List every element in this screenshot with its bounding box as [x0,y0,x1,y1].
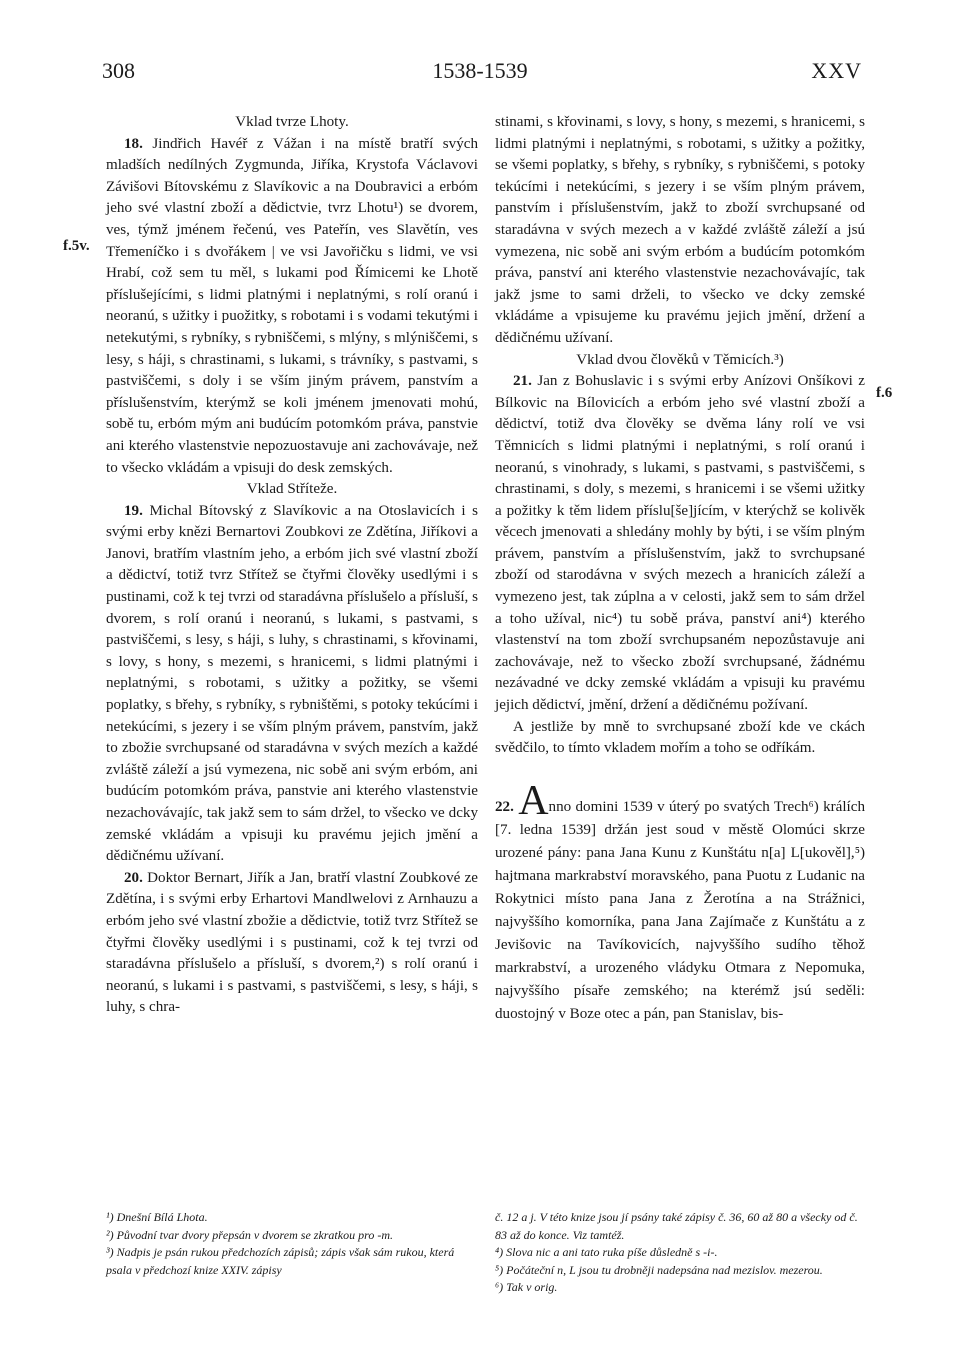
footnotes-left [106,1209,476,1279]
entry-19 [106,501,478,868]
footnote: ⁵) Počáteční n, L jsou tu drobněji nadepsána nad mezislov. mezerou. [495,1262,823,1277]
entry-22 [495,777,865,1026]
footnote: č. 12 a j. V této knize jsou jí psány také zápisy č. 36, 60 až 80 a všecky od č. 83 až do konce. Viz tamtéž. [495,1210,858,1242]
footnote: ⁶) Tak v orig. [495,1280,558,1294]
entry-number: 21. [513,373,532,390]
footnote: ²) Původní tvar dvory přepsán v dvorem se zkratkou pro -m. [106,1227,393,1242]
footnotes-right [495,1209,867,1297]
entry-text: Michal Bítovský z Slavíkovic a na Otoslavicích i s svými erby knězi Bernartovi Zoubkovi ze Zdětína, Jiříkovi a Janovi, bratřím vlastním jeho, a erbóm jich své vlastní zboží a dědictví, totiž tvrz Střítež se čtyřmi člověky usedlými i s pustinami, což k tej tvrzi od staradávna příslušelo a přísluší, s dvorem, s rolí oranú i neoranú, s lukami, s pastvami, s pastviščemi, s lesy, s háji, s luhy, s chrastinami, s křovinami, s lovy, s hony, s mezemi, s hranicemi, s lidmi platnými i neplatnými, s robotami, s užitky a požitky, se všemi poplatky, s břehy, s rybníky, s rybništěmi, s potoky tekúcími i netekúcími, s jezery i se vším plným právem, panstvím, jakž to zbožie svrchupsané od staradávna v svých mezích a každé zvláště záleží a jsú vymezena, nic sobě ani svým erbóm, ani budúcím potomkóm práva, panstvie ani kterého vlastenstvie nezachovávajíc, tak jakž sem to sám držel, to všecko ve dcky zemské vkládám a vpisuji ku pravému jejich jmění a dědičnému užívaní. [106,502,478,865]
section-heading: Vklad Stříteže. [246,481,338,498]
drop-cap: A [518,777,549,824]
entry-18 [106,134,478,480]
entry-number: 19. [124,502,143,519]
volume-number: XXV [811,58,862,83]
entry-text: Doktor Bernart, Jiřík a Jan, bratří vlastní Zoubkové ze Zdětína, i s svými erby Erhartovi Mandlwelovi z Arnhauzu a erbóm jeho své vlastní zbožie a dědictvie, totiž tvrz Střítež se čtyřmi člověky usedlými i s pustinami, což k tej tvrzi od staradávna příslušelo a přísluší, s dvorem,²) s rolí oranú i neoranú, s lukami i s pastvami, s pastviščemi, s lesy, s háji, s luhy, s chra- [106,869,478,1016]
left-column [106,112,478,1019]
footnote: ⁴) Slova nic a ani tato ruka píše důsledně s -i-. [495,1245,718,1259]
entry-number: 20. [124,869,143,886]
folio-note-right: f.6 [876,385,893,401]
closing-paragraph: A jestliže by mně to svrchupsané zboží kde ve ckách svědčilo, to tímto vkladem mořím a toho se odříkám. [495,718,865,757]
right-column [495,112,865,1026]
section-heading: Vklad tvrze Lhoty. [235,114,349,130]
entry-text: Jindřich Havéř z Vážan i na místě bratří svých mladších nedílných Zygmunda, Jiříka, Krystofa Václavovi Závišovi Bítovskému z Slavíkovic a na Doubravici a erbóm jeho své vlastní zboží a dědictvie, tvrz Lhotu¹) se dvorem, ves, týmž jménem řečenú, ves Pateřín, ves Slavětín, ves Třemeníčko i s dvořákem | ve vsi Javořičku s lidmi, ve vsi Hrabí, což sem tu měl, s lukami pod Římicemi ke Lhotě příslušejícími, s lidmi platnými i neplatnými, s rolí oranú i neoranú, s užitky i puožitky, s robotami i s vodami tekutými i netekutými, s rybníky, s rybniščemi, s mlýny, s mlýniščemi, s lesy, s háji, s chrastinami, s lukami, s trávníky, s pastvami, s pastviščemi, s doly i se vším jiným právem, panstvím a příslušenstvím, kterýmž se koli jménem jmenovati mohú, sobě tu, erbóm mým ani budúcím potomkóm práva, panstvie ani kterého vlastenstvie nepozuostavuje ani zachovávaje, než to všecko vkládám a vpisuji do desk zemských. [106,135,478,476]
page-number: 308 [102,58,135,83]
entry-20 [106,868,478,1019]
continued-text: stinami, s křovinami, s lovy, s hony, s mezemi, s hranicemi, s lidmi platnými i neplatnými, s robotami, s užitky a požitky, se všemi poplatky, s břehy, s rybníky, s rybniščemi, s potoky tekúcími i netekúcími, s jezery i se vším plným právem, panstvím i příslušenstvím, jakž to zboží svrchupsané od staradávna v svých mezech a v každé zvláště záleží a jsú vymezena, nic sobě ani svým erbóm a budúcím potomkóm práva, panství ani kterého vlastenstvie nezachovávajíc, tak jakž jsme to sami drželi, to všecko ve dcky zemské vkládáme a vpisujeme ku pravému jejich jmění, držení a dědičnému užívaní. [495,114,865,346]
entry-number: 22. [495,798,514,815]
running-head-years: 1538-1539 [432,58,528,83]
footnote: ³) Nadpis je psán rukou předchozích zápisů; zápis však sám rukou, která psala v předchozí knize XXIV. zápisy [106,1245,455,1277]
section-heading: Vklad dvou člověků v Těmicích.³) [576,351,784,368]
folio-note-left: f.5v. [63,238,90,254]
entry-21 [495,371,865,717]
entry-text: nno domini 1539 v úterý po svatých Trech⁶) králích [7. ledna 1539] držán jest soud v městě Olomúci skrze urozené pány: pana Jana Kunu z Kunštátu n[a] L[ukověl],⁵) hajtmana markrabství moravského, pana Puotu z Ludanic na Rokytnici místo pana Jana z Žerotína a na Strážnici, najvyššího komorníka, pana Jana Zajímače z Kunštátu a z Jevišovic na Tavíkovicích, najvyššího sudího těhož markrabství, a urozeného vládyku Otmara z Nepomuka, najvyššího písaře zemského; na kterémž jsú seděli: duostojný v Boze otec a pán, pan Stanislav, bis- [495,798,865,1022]
entry-text: Jan z Bohuslavic i s svými erby Anízovi Onšíkovi z Bílkovic na Bílovicích a erbóm jeho své vlastní zboží a dědictví, totiž dva člověky se dvěma lány rolí ve vsi Těmnicích s lidmi platnými i neplatnými, s rolí oranú i neoranú, s vinohrady, s lukami, s pastvami, s pastviščemi, s chrastinami, s doly, s mezemi, s hranicemi i se všemi užitky a požitky k těm lidem příslu[še]jícím, v kterýchž se kolivěk věcech jmenovati a shledány mohly by býti, i se vším plným právem, panstvím a příslušenstvím, jakž to svrchupsané zboží od starodávna v svých mezech a hranicích záleží a vymezeno jest, tak zúplna a v celosti, jakž sem to sám držel a toho užíval, nic⁴) tu sobě práva, panství ani⁴) kterého vlastenství na tom zboží svrchupsaném nepozůstavuje ani zachovávaje, než to všecko zboží svrchupsané, žádnému nezávadné ve dcky zemské vkládám a vpisuji ku pravému jejich dědictví, jmění, držení a dědičnému požívaní. [495,373,865,714]
footnote: ¹) Dnešní Bílá Lhota. [106,1210,208,1224]
entry-number: 18. [124,135,143,152]
